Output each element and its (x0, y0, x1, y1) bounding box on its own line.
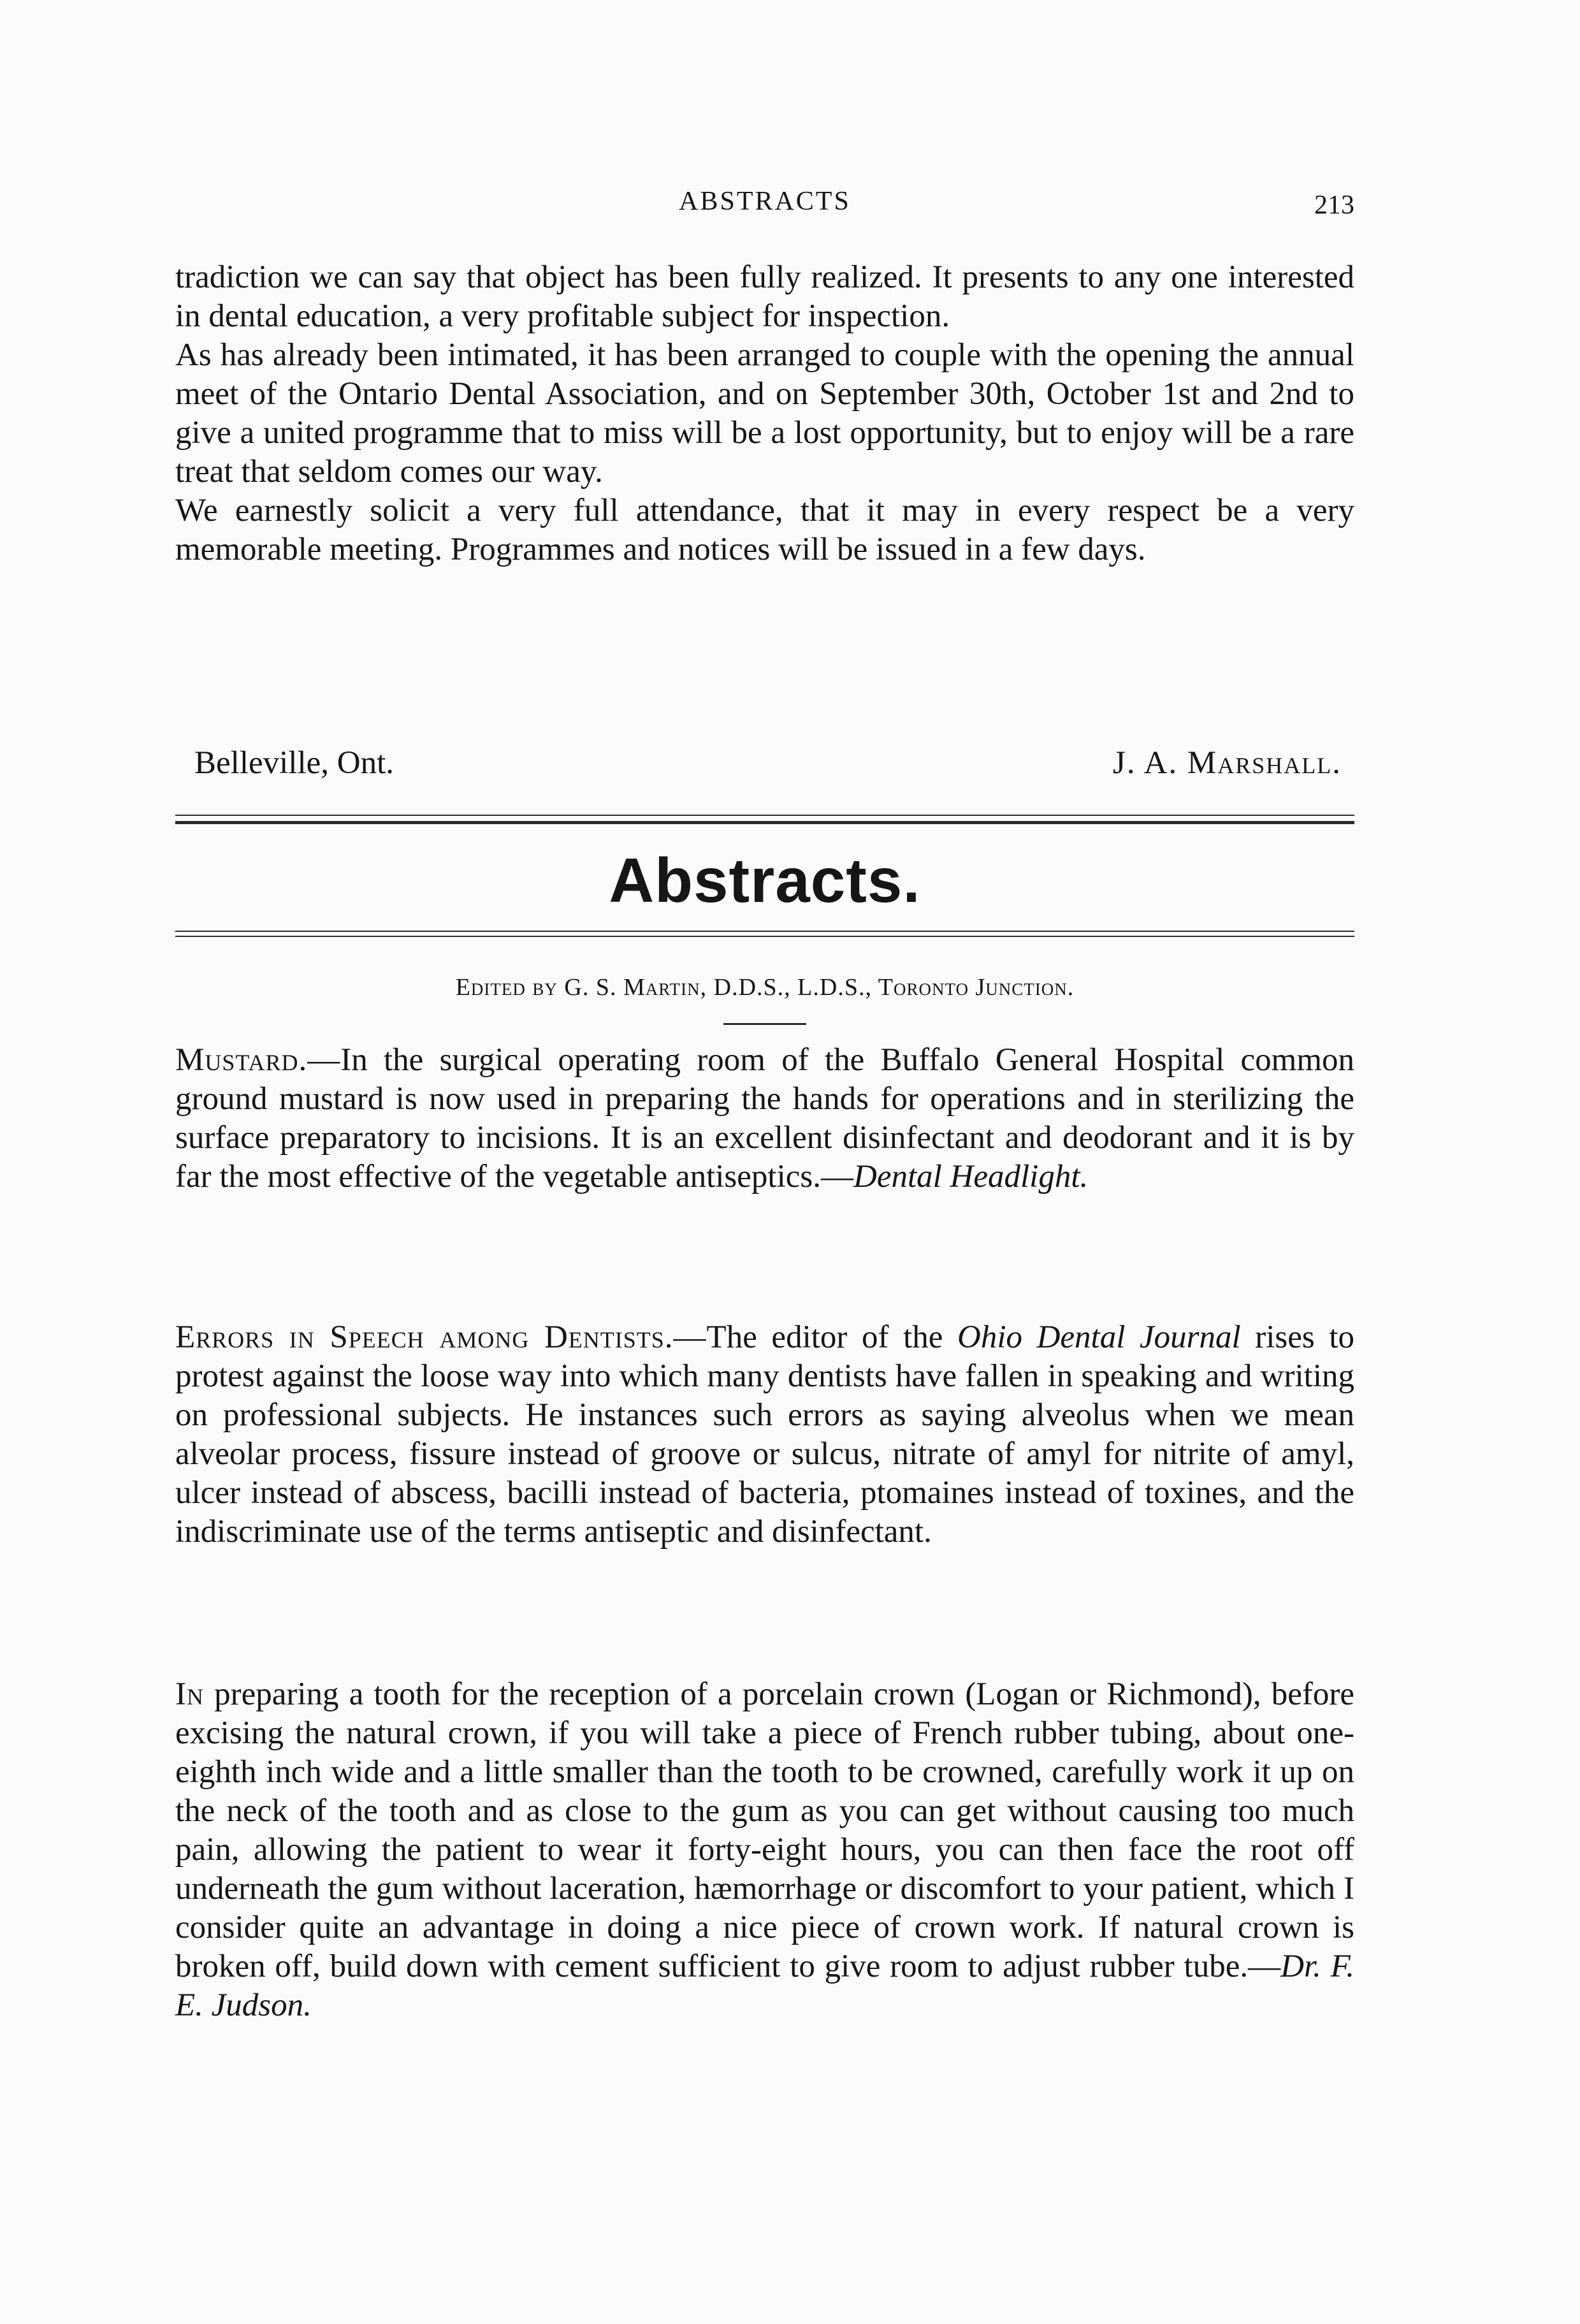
signature-name: J. A. Marshall. (1113, 745, 1342, 781)
abstract-lead: Mustard.— (175, 1042, 341, 1078)
abstract-body: rises to protest against the loose way into which many dentists have fallen in speaking and writing on professional subjects. He instances such errors as saying alveolus when we mean alveolar process, fissure instead of groove or sulcus, nitrate of amyl for nitrite of amyl, ulcer instead of abscess, bacilli instead of bacteria, ptomaines instead of toxines, and the indiscriminate use of the terms antiseptic and disinfectant. (175, 1319, 1354, 1550)
divider-rule (175, 821, 1354, 824)
intro-paragraph: As has already been intimated, it has been arranged to couple with the opening the annual meet of the Ontario Dental Association, and on September 30th, October 1st and 2nd to give a united programme that to miss will be a lost opportunity, but to enjoy will be a rare treat that seldom comes our way. (175, 337, 1354, 490)
abstract-errors-in-speech (175, 1318, 1354, 1551)
running-head (175, 186, 1354, 231)
intro-letter (175, 258, 1354, 569)
divider-rule (175, 815, 1354, 816)
abstract-porcelain-crown (175, 1675, 1354, 2025)
signature-place: Belleville, Ont. (194, 745, 395, 781)
abstract-paragraph (175, 1675, 1354, 2025)
abstract-source: Dental Headlight. (853, 1159, 1089, 1195)
page-number: 213 (1314, 191, 1354, 220)
section-title: Abstracts. (609, 845, 921, 915)
signature-line (175, 744, 1354, 785)
running-title: ABSTRACTS (679, 187, 851, 216)
divider-rule (175, 936, 1354, 937)
abstract-source: Dr. F. E. Judson. (175, 1949, 1354, 2023)
intro-paragraph: tradiction we can say that object has been fully realized. It presents to any one interested in dental education, a very profitable subject for inspection. (175, 259, 1354, 334)
intro-paragraph: We earnestly solicit a very full attendance, that it may in every respect be a very memorable meeting. Programmes and notices will be issued in a few days. (175, 493, 1354, 567)
abstract-paragraph (175, 1041, 1354, 1196)
abstract-paragraph (175, 1318, 1354, 1551)
abstract-lead: In (175, 1676, 204, 1712)
abstract-lead: Errors in Speech among Dentists.— (175, 1319, 707, 1355)
abstract-mustard (175, 1041, 1354, 1196)
journal-title: Ohio Dental Journal (957, 1319, 1241, 1355)
ornament-dash (723, 1023, 806, 1025)
abstract-body: In the surgical operating room of the Buffalo General Hospital common ground mustard is now used in preparing the hands for operations and in sterilizing the surface preparatory to incisions. It is an excellent disinfectant and deodorant and it is by far the most effective of the vegetable antiseptics.— (175, 1042, 1354, 1195)
abstract-body-start: The editor of the (706, 1319, 957, 1355)
editor-credit: Edited by G. S. Martin, D.D.S., L.D.S., Toronto Junction. (455, 974, 1075, 1001)
abstract-body: preparing a tooth for the reception of a porcelain crown (Logan or Richmond), before excising the natural crown, if you will take a piece of French rubber tubing, about one-eighth inch wide and a little smaller than the tooth to be crowned, carefully work it up on the neck of the tooth and as close to the gum as you can get without causing too much pain, allowing the patient to wear it forty-eight hours, you can then face the root off underneath the gum without laceration, hæmorrhage or discomfort to your patient, which I consider quite an advantage in doing a nice piece of crown work. If natural crown is broken off, build down with cement sufficient to give room to adjust rubber tube.— (175, 1676, 1354, 1984)
divider-rule (175, 931, 1354, 932)
